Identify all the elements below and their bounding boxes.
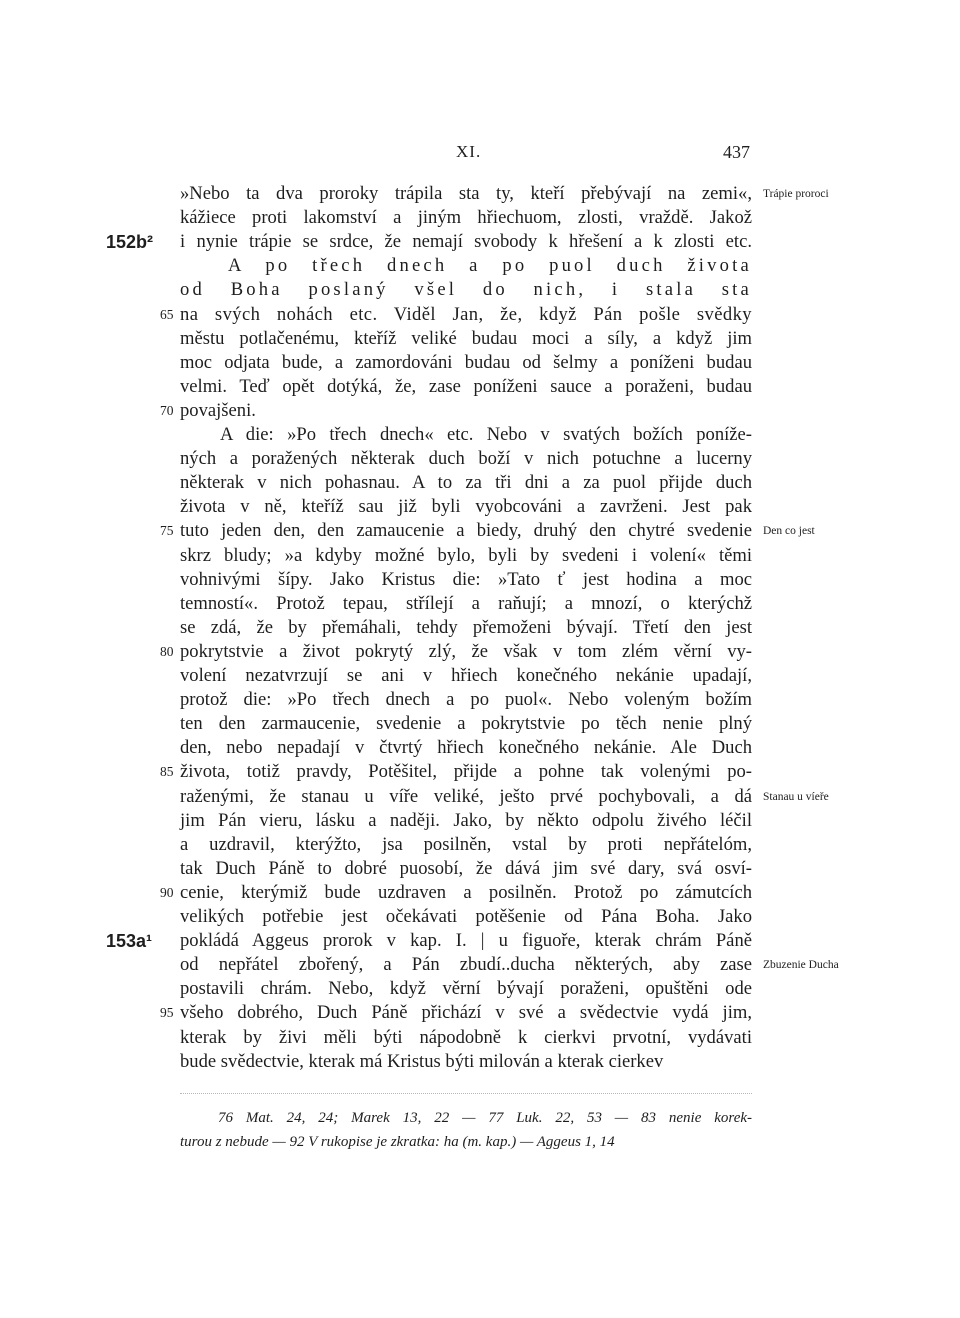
text-line: na svých nohách etc. Viděl Jan, že, když Pán pošle svědky	[180, 303, 752, 325]
text-line: pokládá Aggeus prorok v kap. I. | u figuoře, kterak chrám Páně	[180, 930, 752, 952]
text-line: městu potlačenému, kteříž veliké budau moci a síly, a když jim	[180, 327, 752, 349]
margin-note: Zbuzenie Ducha	[763, 959, 839, 972]
text-line: bude svědectvie, kterak má Kristus býti milován a kterak cierkev	[180, 1050, 664, 1072]
line-number: 85	[160, 764, 174, 780]
text-line: vohnivými šípy. Jako Kristus die: »Tato ť jest hodina a moc	[180, 568, 752, 590]
margin-note: Stanau u víeře	[763, 790, 829, 803]
text-line: volení nezatvrzují se ani v hřiech konečného nekánie upadají,	[180, 665, 752, 686]
margin-note: Trápie proroci	[763, 188, 829, 200]
text-line: povajšeni.	[180, 399, 256, 421]
chapter-number: XI.	[456, 142, 482, 161]
text-line: a uzdravil, kterýžto, jsa posilněn, vstal by proti nepřátelóm,	[180, 833, 752, 855]
text-line: kážiece proti lakomství a jiným hřiechuom, zlosti, vraždě. Jakož	[180, 207, 752, 229]
text-line: od Boha poslaný všel do nich, i stala sta	[180, 279, 752, 301]
text-line: skrz bludy; »a kdyby možné bylo, byli by svedeni i volení« těmi	[180, 544, 752, 566]
text-line: života v ně, kteříž sau již byli vyobcováni a zavrženi. Jest pak	[180, 496, 752, 518]
text-line: života, totiž pravdy, Potěšitel, přijde a pohne tak volenými po-	[180, 761, 752, 783]
text-line: cenie, kterýmiž bude uzdraven a posilněn. Protož po zámutcích	[180, 881, 752, 903]
folio-marker: 153a¹	[106, 931, 153, 952]
text-line: velmi. Teď opět dotýká, že, zase poníženi sauce a poraženi, budau	[180, 375, 752, 397]
text-line: postavili chrám. Nebo, když věrní bývají poraženi, opuštěni ode	[180, 978, 752, 1000]
text-line: protož die: »Po třech dnech a po puol«. Nebo voleným božím	[180, 689, 752, 711]
margin-note: Den co jest	[763, 525, 815, 538]
text-line: všeho dobrého, Duch Páně přichází v své a svědectvie vydá jim,	[180, 1002, 752, 1024]
footnote-line: 76 Mat. 24, 24; Marek 13, 22 — 77 Luk. 22, 53 — 83 nenie korek-	[218, 1110, 752, 1126]
line-number: 75	[160, 523, 174, 539]
line-number: 70	[160, 402, 174, 418]
text-line: i nynie trápie se srdce, že nemají svobody k hřešení a k zlosti etc.	[180, 231, 752, 253]
text-line: den, nebo nepadají v čtvrtý hřiech konečného nekánie. Ale Duch	[180, 737, 752, 759]
text-line: velikých potřebie jest očekávati potěšenie od Pána Boha. Jako	[180, 906, 752, 927]
line-number: 90	[160, 884, 174, 900]
text-line: temností«. Protož tepau, střílejí a raňují; a mnozí, o kterýchž	[180, 592, 752, 614]
footnote-line: turou z nebude — 92 V rukopise je zkratka: ha (m. kap.) — Aggeus 1, 14	[180, 1134, 615, 1150]
folio-marker: 152b²	[106, 232, 154, 253]
text-line: jim Pán vieru, lásku a naději. Jako, by někto odpolu živého léčil	[180, 809, 752, 831]
text-line: »Nebo ta dva proroky trápila sta ty, kteří přebývají na zemi«,	[180, 183, 752, 204]
text-line: tuto jeden den, den zamaucenie a biedy, druhý den chytré svedenie	[180, 520, 752, 542]
text-line: se zdá, že by přemáhali, tehdy přemoženi bývají. Třetí den jest	[180, 616, 752, 638]
line-number: 80	[160, 643, 174, 659]
text-line: pokrytstvie a život pokrytý zlý, že však v tom zlém věrní vy-	[180, 640, 752, 662]
text-line: některak v nich pohasnau. A to za tři dni a za puol přijde duch	[180, 472, 752, 494]
text-line: raženými, že stanau u víře veliké, ješto prvé pochybovali, a dá	[180, 785, 752, 807]
text-line: kterak by živi měli býti nápodobně k cierkvi prvotní, vydávati	[180, 1026, 752, 1048]
text-line: od nepřátel zbořený, a Pán zbudí..ducha některých, aby zase	[180, 954, 752, 976]
line-number: 65	[160, 306, 174, 322]
text-line: ných a poražených některak duch boží v nich potuchne a lucerny	[180, 448, 752, 470]
text-line: ten den zarmaucenie, svedenie a pokrytstvie po těch nenie plný	[180, 713, 752, 735]
text-line: A po třech dnech a po puol duch života	[228, 255, 752, 277]
line-number: 95	[160, 1005, 174, 1021]
text-line: A die: »Po třech dnech« etc. Nebo v svatých božích poníže-	[220, 424, 752, 445]
text-line: tak Duch Páně to dobré puosobí, že dává jim své dary, svá osví-	[180, 857, 752, 879]
text-line: moc odjata bude, a zamordováni budau od šelmy a poníženi budau	[180, 351, 752, 373]
footnote-separator	[180, 1093, 752, 1094]
page-number: 437	[723, 142, 750, 162]
